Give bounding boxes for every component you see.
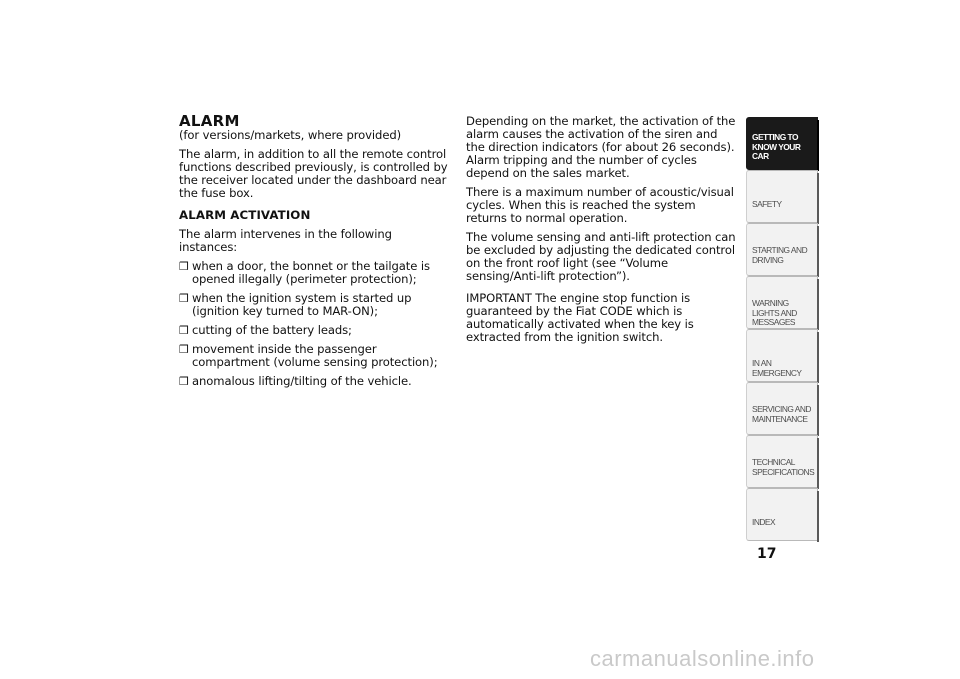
tab-in-an-emergency[interactable] xyxy=(746,329,818,382)
list-item: ❒ movement inside the passenger compartment (volume sensing protection); xyxy=(179,342,438,369)
checkbox-bullet-icon: ❒ xyxy=(179,324,189,337)
lead-paragraph: The alarm intervenes in the following instances: xyxy=(179,227,392,254)
list-item: ❒ anomalous lifting/tilting of the vehicle. xyxy=(179,374,412,388)
tab-servicing-and-maintenance[interactable] xyxy=(746,382,818,435)
list-item: ❒ when the ignition system is started up (ignition key turned to MAR-ON); xyxy=(179,291,412,318)
intro-paragraph: The alarm, in addition to all the remote control functions described previously, is controlled by the receiver located under the dashboard near the fuse box. xyxy=(179,147,448,200)
tab-technical-specifications[interactable] xyxy=(746,435,818,488)
checkbox-bullet-icon: ❒ xyxy=(179,260,189,273)
tab-warning-lights-and-messages[interactable] xyxy=(746,276,818,329)
tab-index[interactable] xyxy=(746,488,818,541)
checkbox-bullet-icon: ❒ xyxy=(179,375,189,388)
subsection-heading: ALARM ACTIVATION xyxy=(179,208,311,222)
left-column xyxy=(179,113,453,394)
list-item: ❒ cutting of the battery leads; xyxy=(179,323,352,337)
tab-label: SERVICING AND MAINTENANCE xyxy=(752,404,811,424)
list-item: ❒ when a door, the bonnet or the tailgate is opened illegally (perimeter protection); xyxy=(179,259,430,286)
checkbox-bullet-icon: ❒ xyxy=(179,292,189,305)
paragraph: Depending on the market, the activation of the alarm causes the activation of the siren and the direction indicators (for about 26 seconds). Alarm tripping and the number of cycles depend on the sales market. xyxy=(466,114,736,180)
paragraph: The volume sensing and anti-lift protection can be excluded by adjusting the dedicated control on the front roof light (see “Volume sensing/Anti-lift protection”). xyxy=(466,230,736,283)
chapter-tabs xyxy=(746,117,818,541)
watermark: carmanualsonline.info xyxy=(590,646,815,671)
tab-label: GETTING TO KNOW YOUR CAR xyxy=(752,132,801,161)
tab-label: INDEX xyxy=(752,517,776,527)
bullet-list xyxy=(179,260,453,388)
paragraph: There is a maximum number of acoustic/visual cycles. When this is reached the system returns to normal operation. xyxy=(466,185,734,225)
important-paragraph: IMPORTANT The engine stop function is guaranteed by the Fiat CODE which is automatically activated when the key is extracted from the ignition switch. xyxy=(466,291,694,344)
right-column xyxy=(466,115,738,350)
section-title: ALARM xyxy=(179,112,240,130)
tab-getting-to-know-your-car[interactable] xyxy=(746,117,818,170)
section-subtitle: (for versions/markets, where provided) xyxy=(179,128,402,142)
checkbox-bullet-icon: ❒ xyxy=(179,343,189,356)
page-number: 17 xyxy=(757,546,777,562)
tab-starting-and-driving[interactable] xyxy=(746,223,818,276)
tab-label: TECHNICAL SPECIFICATIONS xyxy=(752,457,815,477)
tab-label: WARNING LIGHTS AND MESSAGES xyxy=(752,298,797,327)
tab-label: IN AN EMERGENCY xyxy=(752,358,802,378)
tab-safety[interactable] xyxy=(746,170,818,223)
tab-label: SAFETY xyxy=(752,199,782,209)
tab-label: STARTING AND DRIVING xyxy=(752,245,808,265)
